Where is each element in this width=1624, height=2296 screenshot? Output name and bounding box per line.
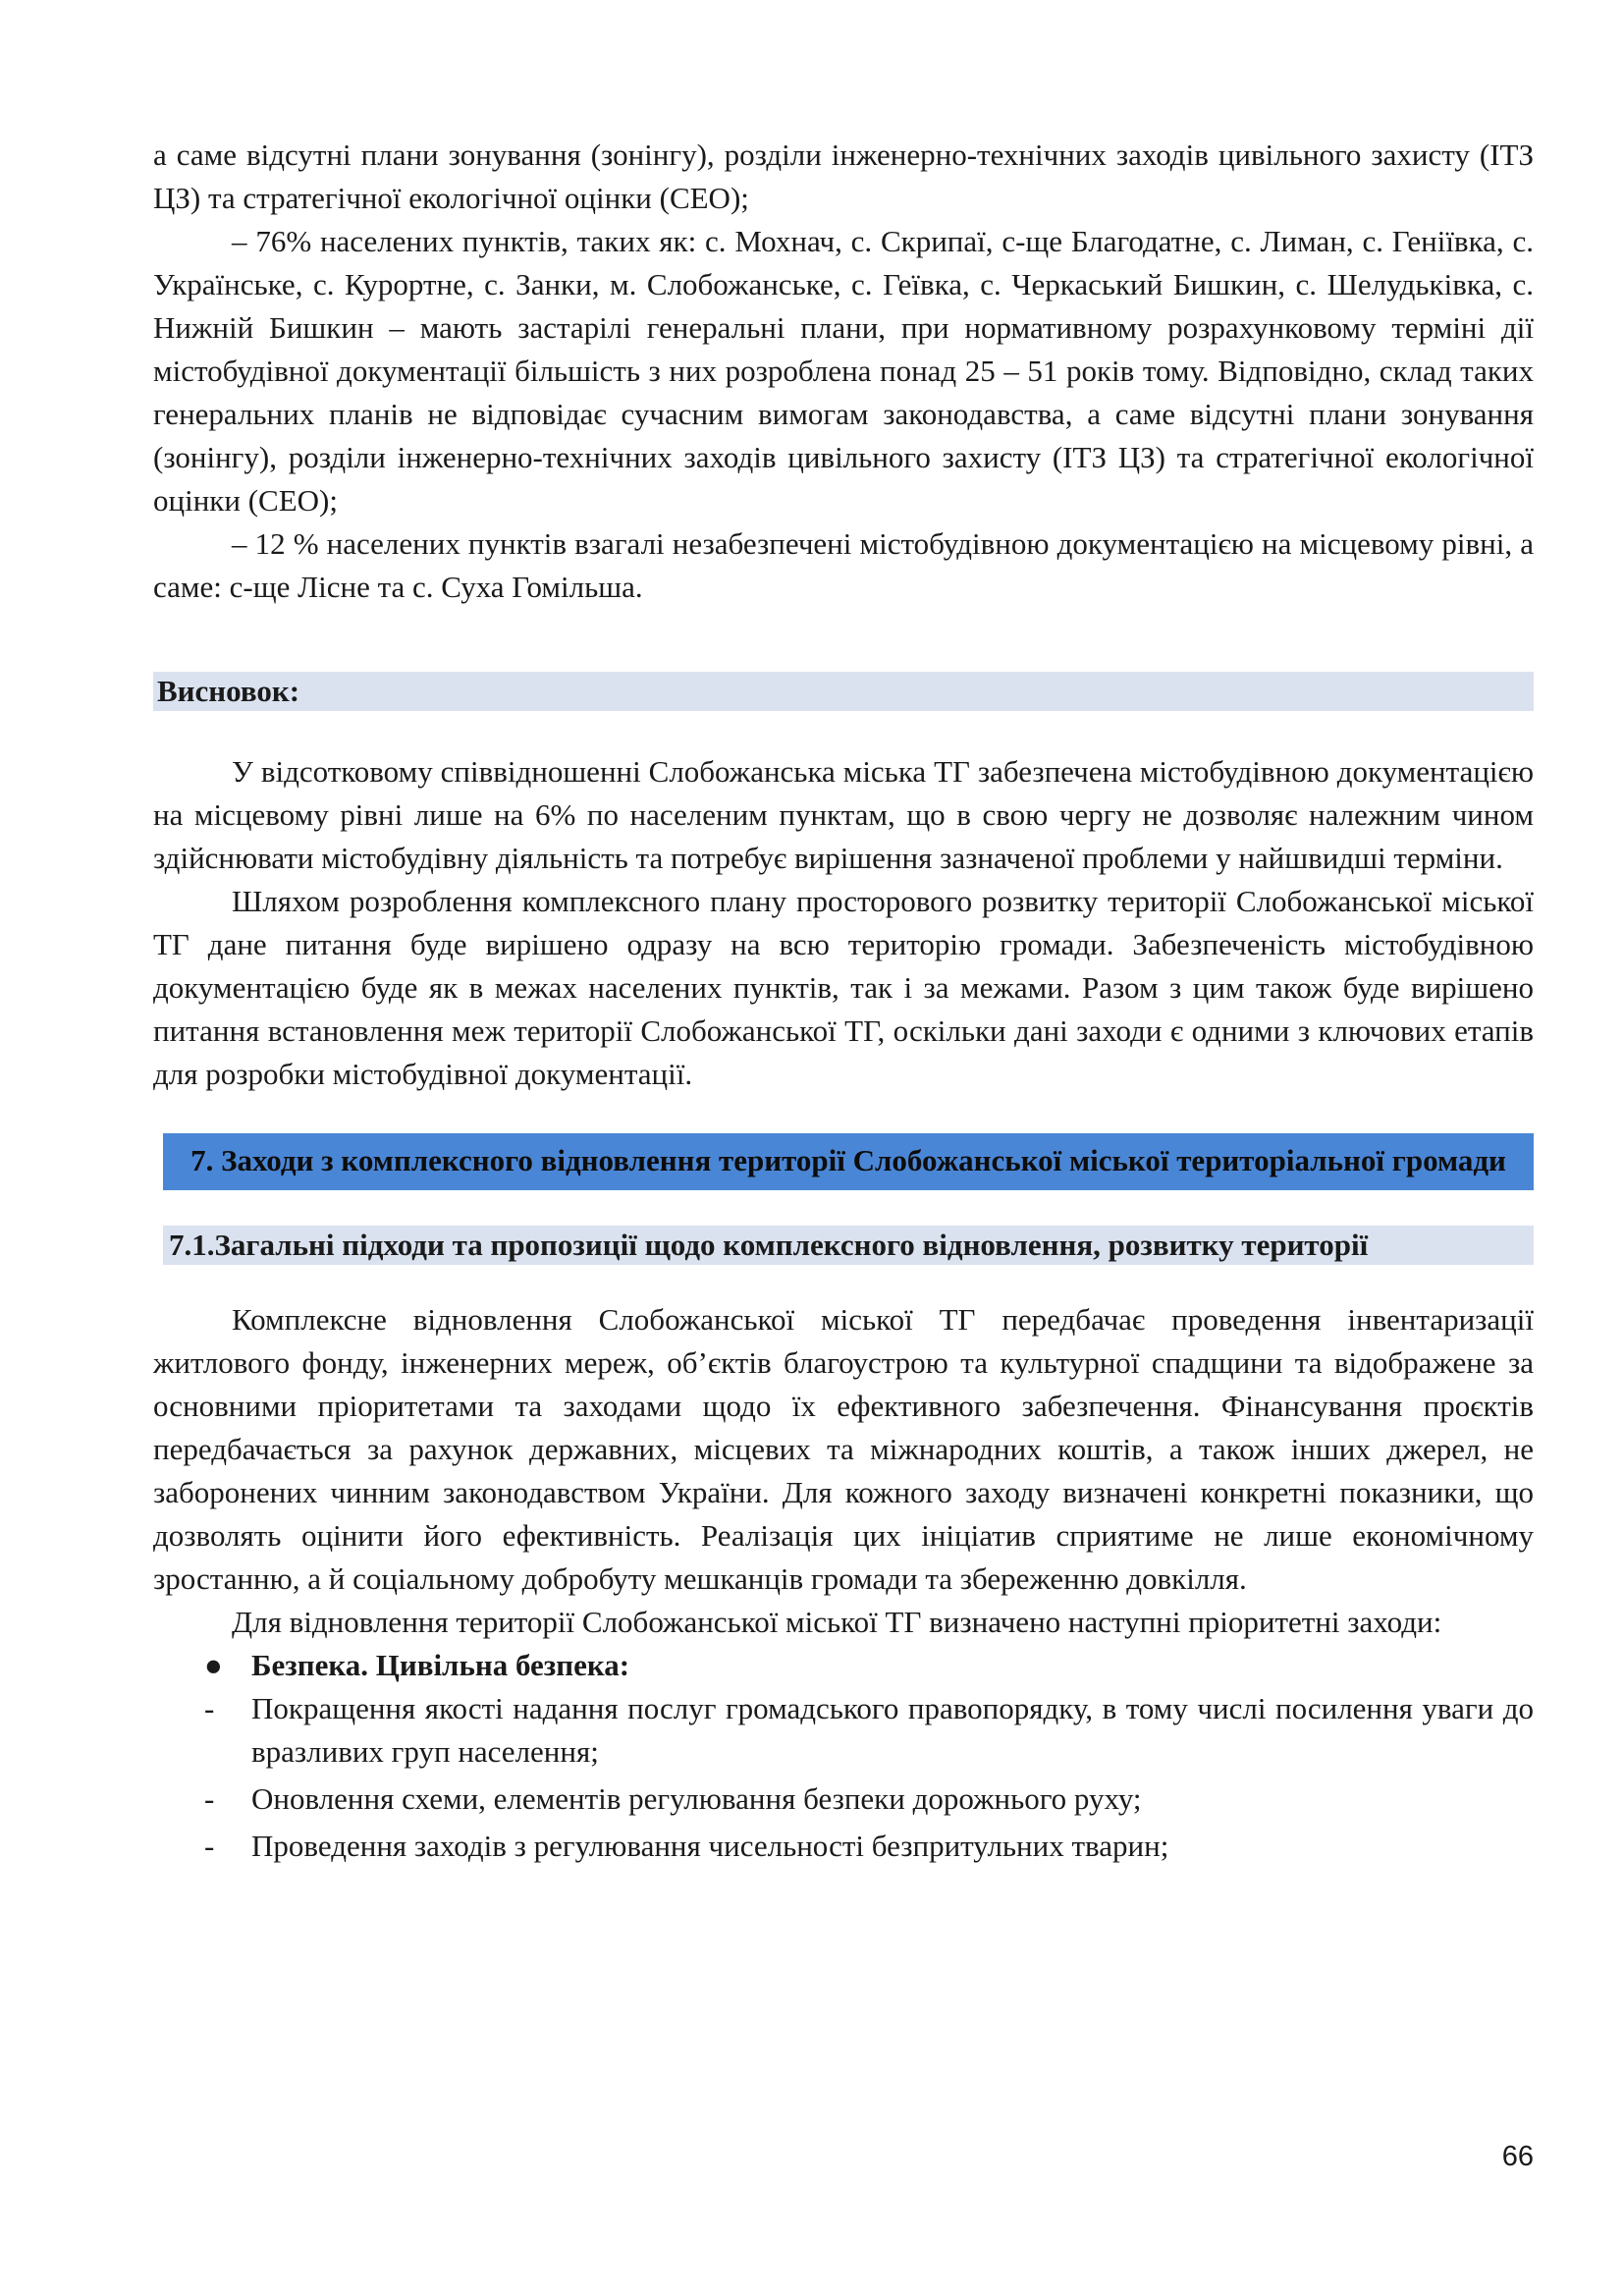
section-7-1-paragraph-2: Для відновлення території Слобожанської міської ТГ визначено наступні пріоритетні заходи: <box>232 1605 1442 1639</box>
priority-bullet-list <box>153 1644 1534 1687</box>
bullet-text: Безпека. Цивільна безпека: <box>251 1648 630 1682</box>
conclusion-heading: Висновок: <box>153 672 1534 711</box>
bullet-marker: ● <box>204 1648 223 1682</box>
dash-marker: - <box>204 1829 215 1863</box>
list-item <box>153 1825 1534 1868</box>
list-item <box>153 1644 1534 1687</box>
list-item <box>153 1777 1534 1821</box>
dash-marker: - <box>204 1781 215 1816</box>
list-item-text: Проведення заходів з регулювання чисельності безпритульних тварин; <box>251 1829 1169 1863</box>
page-content <box>153 134 1534 1872</box>
conclusion-paragraph-1: У відсотковому співвідношенні Слобожанська міська ТГ забезпечена містобудівною документацією на місцевому рівні лише на 6% по населеним пунктам, що в свою чергу не дозволяє належним чином здійснювати містобудівну діяльність та потребує вирішення зазначеної проблеми у найшвидші терміни. <box>153 754 1534 875</box>
dash-marker: - <box>204 1691 215 1725</box>
measures-list <box>153 1687 1534 1868</box>
list-item-text: Оновлення схеми, елементів регулювання безпеки дорожнього руху; <box>251 1781 1142 1816</box>
paragraph-continuation: а саме відсутні плани зонування (зонінгу), розділи інженерно-технічних заходів цивільного захисту (ІТЗ ЦЗ) та стратегічної екологічної оцінки (СЕО); <box>153 137 1534 215</box>
section-7-heading: 7. Заходи з комплексного відновлення території Слобожанської міської територіальної громади <box>163 1133 1534 1190</box>
list-item <box>153 1687 1534 1774</box>
page-number: 66 <box>1501 2141 1534 2172</box>
section-7-1-heading: 7.1.Загальні підходи та пропозиції щодо комплексного відновлення, розвитку території <box>163 1226 1534 1265</box>
paragraph-76-percent: – 76% населених пунктів, таких як: с. Мохнач, с. Скрипаї, с-ще Благодатне, с. Лиман, с. Геніївка, с. Українське, с. Курортне, с. Занки, м. Слобожанське, с. Геївка, с. Черкаський Бишкин, с. Шелудьківка, с. Нижній Бишкин – мають застарілі генеральні плани, при нормативному розрахунковому терміні дії містобудівної документації більшість з них розроблена понад 25 – 51 років тому. Відповідно, склад таких генеральних планів не відповідає сучасним вимогам законодавства, а саме відсутні плани зонування (зонінгу), розділи інженерно-технічних заходів цивільного захисту (ІТЗ ЦЗ) та стратегічної екологічної оцінки (СЕО); <box>153 224 1534 518</box>
paragraph-12-percent: – 12 % населених пунктів взагалі незабезпечені містобудівною документацією на місцевому рівні, а саме: с-ще Лісне та с. Суха Гомільша. <box>153 526 1534 604</box>
section-7-1-paragraph-1: Комплексне відновлення Слобожанської міської ТГ передбачає проведення інвентаризації житлового фонду, інженерних мереж, об’єктів благоустрою та культурної спадщини та відображене за основними пріоритетами та заходами щодо їх ефективного забезпечення. Фінансування проєктів передбачається за рахунок державних, місцевих та міжнародних коштів, а також інших джерел, не заборонених чинним законодавством України. Для кожного заходу визначені конкретні показники, що дозволять оцінити його ефективність. Реалізація цих ініціатив сприятиме не лише економічному зростанню, а й соціальному добробуту мешканців громади та збереженню довкілля. <box>153 1302 1534 1596</box>
list-item-text: Покращення якості надання послуг громадського правопорядку, в тому числі посилення уваги до вразливих груп населення; <box>251 1691 1534 1769</box>
conclusion-paragraph-2: Шляхом розроблення комплексного плану просторового розвитку території Слобожанської міської ТГ дане питання буде вирішено одразу на всю територію громади. Забезпеченість містобудівною документацією буде як в межах населених пунктів, так і за межами. Разом з цим також буде вирішено питання встановлення меж території Слобожанської ТГ, оскільки дані заходи є одними з ключових етапів для розробки містобудівної документації. <box>153 884 1534 1091</box>
